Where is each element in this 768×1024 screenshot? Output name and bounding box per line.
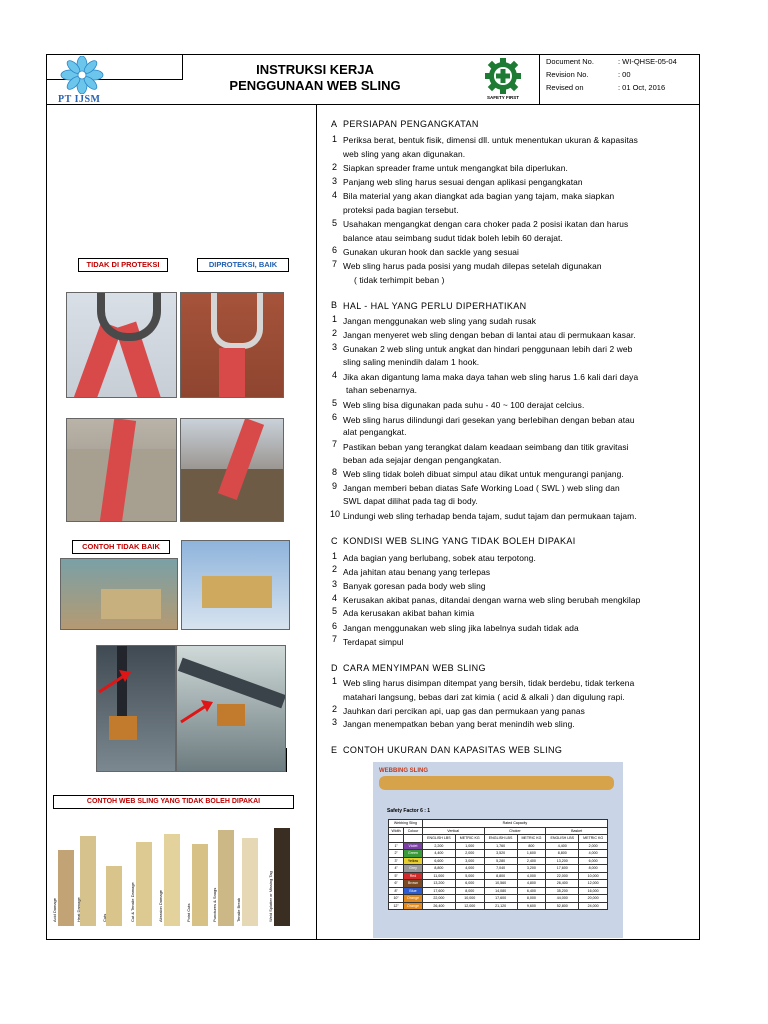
safety-first-logo (483, 58, 523, 96)
item-number: 4 (331, 190, 337, 200)
table-header: Choker (484, 827, 546, 835)
table-cell: 17,600 (484, 895, 517, 903)
table-cell: 17,600 (546, 865, 579, 873)
list-item-cont: web sling yang akan digunakan. (343, 149, 466, 159)
table-cell: 52,800 (546, 902, 579, 910)
item-number: 10 (329, 509, 340, 519)
item-number: 6 (331, 412, 337, 422)
table-cell: 5,280 (484, 857, 517, 865)
damage-label: Point Cuts (186, 903, 191, 922)
list-item-cont: SWL dapat dilihat pada tag di body. (343, 496, 478, 506)
section-c-title: KONDISI WEB SLING YANG TIDAK BOLEH DIPAKAI (343, 536, 576, 546)
table-cell: 10,560 (484, 880, 517, 888)
list-item-cont: beban ada sejajar dengan pengangkatan. (343, 455, 502, 465)
list-item: Web sling harus pada posisi yang mudah dilepas setelah digunakan (343, 261, 602, 271)
header-divider (46, 104, 700, 105)
section-b-title: HAL - HAL YANG PERLU DIPERHATIKAN (343, 301, 527, 311)
table-cell: 4,400 (422, 850, 455, 858)
item-number: 5 (331, 398, 337, 408)
damage-label: Heat Damage (76, 897, 81, 922)
table-cell: 26,400 (422, 902, 455, 910)
section-a-letter: A (331, 119, 338, 129)
damaged-slings-photo (50, 826, 300, 926)
table-cell: 8,000 (455, 887, 484, 895)
item-number: 3 (331, 342, 337, 352)
webbing-banner: WEBBING SLING (379, 768, 428, 774)
item-number: 3 (331, 717, 337, 727)
item-number: 9 (331, 481, 337, 491)
item-number: 5 (331, 606, 337, 616)
list-item: Web sling harus disimpan ditempat yang bersih, tidak berdebu, tidak terkena (343, 678, 635, 688)
table-cell: 3,520 (484, 850, 517, 858)
table-cell: 8,800 (484, 872, 517, 880)
list-item: Ada kerusakan akibat bahan kimia (343, 608, 475, 618)
item-number: 5 (331, 218, 337, 228)
table-cell: 17,600 (422, 887, 455, 895)
list-item: Web sling bisa digunakan pada suhu - 40 ~ 100 derajat celcius. (343, 400, 585, 410)
table-unit: METRIC KG (517, 835, 546, 843)
rev-no-value: : 00 (618, 70, 631, 79)
table-cell: 12,000 (579, 880, 608, 888)
list-item: Web sling tidak boleh dibuat simpul atau dikat untuk mengurangi panjang. (343, 469, 624, 479)
photo-good-beam (176, 645, 286, 772)
table-cell: 13,200 (546, 857, 579, 865)
table-cell: 3" (389, 857, 404, 865)
damage-label: Abrasion Damage (158, 889, 163, 922)
section-b-letter: B (331, 300, 338, 310)
list-item: Gunakan ukuran hook dan sackle yang sesuai (343, 247, 520, 257)
list-item: Banyak goresan pada body web sling (343, 581, 486, 591)
section-e-title: CONTOH UKURAN DAN KAPASITAS WEB SLING (343, 745, 563, 755)
list-item: Jangan menyeret web sling dengan beban di lantai atau di permukaan kasar. (343, 330, 636, 340)
table-unit: METRIC KG (455, 835, 484, 843)
table-cell: 12,000 (455, 902, 484, 910)
list-item: Ada jahitan atau benang yang terlepas (343, 567, 491, 577)
item-number: 1 (331, 551, 337, 561)
meta-divider (539, 54, 540, 104)
safety-gear-icon (483, 58, 523, 96)
table-cell: Red (404, 872, 423, 880)
damage-label: Cuts (102, 913, 107, 922)
revised-value: : 01 Oct, 2016 (618, 83, 666, 92)
list-item-cont: sling saling menindih dalam 1 hook. (343, 357, 480, 367)
section-d-title: CARA MENYIMPAN WEB SLING (343, 663, 486, 673)
table-cell: 20,000 (579, 895, 608, 903)
item-number: 3 (331, 176, 337, 186)
list-item: Lindungi web sling terhadap benda tajam, sudut tajam dan permukaan tajam. (343, 511, 637, 521)
damage-label: Cut & Tensile Damage (130, 882, 135, 922)
table-cell: 6,400 (517, 887, 546, 895)
table-unit: ENGLISH LBS (546, 835, 579, 843)
list-item: Ada bagian yang berlubang, sobek atau terpotong. (343, 553, 536, 563)
photo-bad-beam (96, 645, 176, 772)
table-cell: 6,600 (422, 857, 455, 865)
label-do-not-use: CONTOH WEB SLING YANG TIDAK BOLEH DIPAKAI (53, 795, 294, 809)
table-cell: Orange (404, 895, 423, 903)
list-item: Jangan menggunakan web sling jika labelnya sudah tidak ada (343, 623, 579, 633)
table-cell: 11,000 (422, 872, 455, 880)
item-number: 2 (331, 162, 337, 172)
list-item: Gunakan 2 web sling untuk angkat dan hindari penggunaan lebih dari 2 web (343, 344, 633, 354)
doc-no-value: : WI-QHSE-05-04 (618, 57, 677, 66)
table-cell: 4" (389, 865, 404, 873)
item-number: 1 (331, 134, 337, 144)
rev-no-label: Revision No. (546, 70, 589, 79)
damage-label: Weld Splatter or Missing Tag (268, 871, 273, 922)
list-item: Web sling harus dilindungi dari gesekan yang berlebihan dengan beban atau (343, 415, 635, 425)
table-cell: 2,200 (422, 842, 455, 850)
section-a-title: PERSIAPAN PENGANGKATAN (343, 119, 479, 129)
damage-label: Tensile Break (236, 897, 241, 922)
table-cell: 13,200 (422, 880, 455, 888)
list-item: Jika akan digantung lama maka daya tahan web sling harus 1.6 kali dari daya (343, 372, 639, 382)
damage-label: Acid Damage (52, 897, 57, 922)
table-unit: ENGLISH LBS (484, 835, 517, 843)
label-protected: DIPROTEKSI, BAIK (197, 258, 289, 272)
table-cell: 12" (389, 902, 404, 910)
list-item: Bila material yang akan diangkat ada bagian yang tajam, maka siapkan (343, 191, 615, 201)
capacity-table (388, 819, 608, 910)
table-cell: 16,000 (579, 887, 608, 895)
revised-label: Revised on (546, 83, 584, 92)
company-logo (57, 56, 107, 94)
item-number: 1 (331, 676, 337, 686)
table-cell: 8,800 (422, 865, 455, 873)
table-row (389, 902, 608, 910)
photo-protected-shackle (180, 292, 284, 398)
list-item-cont: tahan sebenarnya. (346, 385, 418, 395)
item-number: 4 (331, 370, 337, 380)
item-number: 2 (331, 564, 337, 574)
table-row (389, 857, 608, 865)
table-cell: 10" (389, 895, 404, 903)
table-cell: 4,000 (579, 850, 608, 858)
list-item: Siapkan spreader frame untuk mengangkat bila diperlukan. (343, 163, 568, 173)
list-item: Periksa berat, bentuk fisik, dimensi dll. untuk menentukan ukuran & kapasitas (343, 135, 638, 145)
table-row (389, 880, 608, 888)
doc-no-label: Document No. (546, 57, 594, 66)
table-cell: 6" (389, 880, 404, 888)
table-row (389, 872, 608, 880)
table-row (389, 850, 608, 858)
table-cell: 8,000 (579, 865, 608, 873)
table-header: Colour (404, 827, 423, 835)
table-cell: 6,000 (455, 880, 484, 888)
list-item: Pastikan beban yang terangkat dalam keadaan seimbang dan titik gravitasi (343, 442, 629, 452)
section-d-letter: D (331, 663, 338, 673)
list-item-cont: balance atau seimbang sudut tidak boleh lebih 60 derajat. (343, 233, 563, 243)
table-cell: 35,200 (546, 887, 579, 895)
table-cell: 1,760 (484, 842, 517, 850)
table-cell: 2" (389, 850, 404, 858)
red-arrow-icon (177, 696, 217, 726)
table-cell: 10,000 (579, 872, 608, 880)
photo-divider (286, 748, 287, 772)
table-cell: 5" (389, 872, 404, 880)
table-row (389, 842, 608, 850)
table-cell: 10,000 (455, 895, 484, 903)
table-cell: 4,400 (546, 842, 579, 850)
item-number: 7 (331, 439, 337, 449)
red-arrow-icon (97, 666, 137, 696)
section-e-letter: E (331, 745, 338, 755)
table-row (389, 895, 608, 903)
item-number: 6 (331, 621, 337, 631)
list-item: Jangan menggunakan web sling yang sudah rusak (343, 316, 537, 326)
list-item: Jangan memberi beban diatas Safe Working Load ( SWL ) web sling dan (343, 483, 620, 493)
table-cell: 8" (389, 887, 404, 895)
table-cell: 2,000 (455, 850, 484, 858)
list-item: Jangan menempatkan beban yang berat menindih web sling. (343, 719, 575, 729)
table-header: Rated Capacity (422, 820, 607, 828)
table-cell: 14,080 (484, 887, 517, 895)
table-cell: 800 (517, 842, 546, 850)
table-cell: 4,000 (455, 865, 484, 873)
item-number: 2 (331, 704, 337, 714)
list-item-cont: ( tidak terhimpit beban ) (354, 275, 445, 285)
table-cell: 5,000 (455, 872, 484, 880)
table-cell: 8,000 (517, 895, 546, 903)
label-bad-example: CONTOH TIDAK BAIK (72, 540, 170, 554)
page-title-line2: PENGGUNAAN WEB SLING (229, 78, 401, 93)
item-number: 4 (331, 593, 337, 603)
table-cell: 44,000 (546, 895, 579, 903)
table-cell: 4,800 (517, 880, 546, 888)
item-number: 1 (331, 314, 337, 324)
list-item: Panjang web sling harus sesuai dengan aplikasi pengangkatan (343, 177, 583, 187)
table-cell: 24,000 (579, 902, 608, 910)
table-cell: 2,400 (517, 857, 546, 865)
safety-first-label: SAFETY FIRST (487, 95, 519, 100)
list-item-cont: proteksi pada bagian tersebut. (343, 205, 459, 215)
table-cell: 26,400 (546, 880, 579, 888)
table-cell: 21,120 (484, 902, 517, 910)
table-header: Vertical (422, 827, 484, 835)
table-cell: 4,000 (517, 872, 546, 880)
item-number: 3 (331, 579, 337, 589)
item-number: 2 (331, 328, 337, 338)
column-divider (316, 104, 317, 940)
photo-unprotected-hook (66, 292, 177, 398)
table-cell: Grey (404, 865, 423, 873)
table-cell: 8,800 (546, 850, 579, 858)
list-item-cont: alat pengangkat. (343, 427, 407, 437)
table-cell: Yellow (404, 857, 423, 865)
list-item: Kerusakan akibat panas, ditandai dengan warna web sling berubah mengkilap (343, 595, 641, 605)
table-cell: 9,600 (517, 902, 546, 910)
table-cell: 3,000 (455, 857, 484, 865)
safety-factor: Safety Factor 6 : 1 (387, 808, 431, 814)
table-cell: 1" (389, 842, 404, 850)
flower-logo-icon (57, 56, 107, 94)
photo-protected-edge (180, 418, 284, 522)
table-cell: Brown (404, 880, 423, 888)
table-cell: Orange (404, 902, 423, 910)
table-cell: 1,000 (455, 842, 484, 850)
table-cell: Violet (404, 842, 423, 850)
list-item: Terdapat simpul (343, 637, 404, 647)
item-number: 7 (331, 259, 337, 269)
table-cell: 6,000 (579, 857, 608, 865)
item-number: 8 (331, 467, 337, 477)
table-cell: 1,600 (517, 850, 546, 858)
photo-unprotected-edge (66, 418, 177, 522)
list-item-cont: matahari langsung, bebas dari zat kimia ( acid & alkali ) dan digulung rapi. (343, 692, 625, 702)
table-cell: 22,000 (546, 872, 579, 880)
table-cell: 2,000 (579, 842, 608, 850)
item-number: 6 (331, 245, 337, 255)
item-number: 7 (331, 634, 337, 644)
page-title-line1: INSTRUKSI KERJA (256, 62, 374, 77)
table-unit: METRIC KG (579, 835, 608, 843)
photo-bad-load (60, 558, 178, 630)
webbing-sling-image (379, 776, 614, 790)
table-cell: Green (404, 850, 423, 858)
table-header: Width (389, 827, 404, 835)
label-not-protected: TIDAK DI PROTEKSI (78, 258, 168, 272)
table-header: Webbing Sling (389, 820, 423, 828)
table-row (389, 865, 608, 873)
table-cell: 3,200 (517, 865, 546, 873)
table-cell: 7,040 (484, 865, 517, 873)
table-header: Basket (546, 827, 608, 835)
damage-label: Punctures & Snags (212, 887, 217, 922)
table-cell: 22,000 (422, 895, 455, 903)
table-unit: ENGLISH LBS (422, 835, 455, 843)
table-row (389, 887, 608, 895)
list-item: Usahakan mengangkat dengan cara choker pada 2 posisi ikatan dan harus (343, 219, 629, 229)
section-c-letter: C (331, 536, 338, 546)
photo-good-load (181, 540, 290, 630)
table-cell: Blue (404, 887, 423, 895)
company-name: PT IJSM (58, 94, 101, 105)
capacity-figure (373, 762, 623, 938)
list-item: Jauhkan dari percikan api, uap gas dan permukaan yang panas (343, 706, 585, 716)
